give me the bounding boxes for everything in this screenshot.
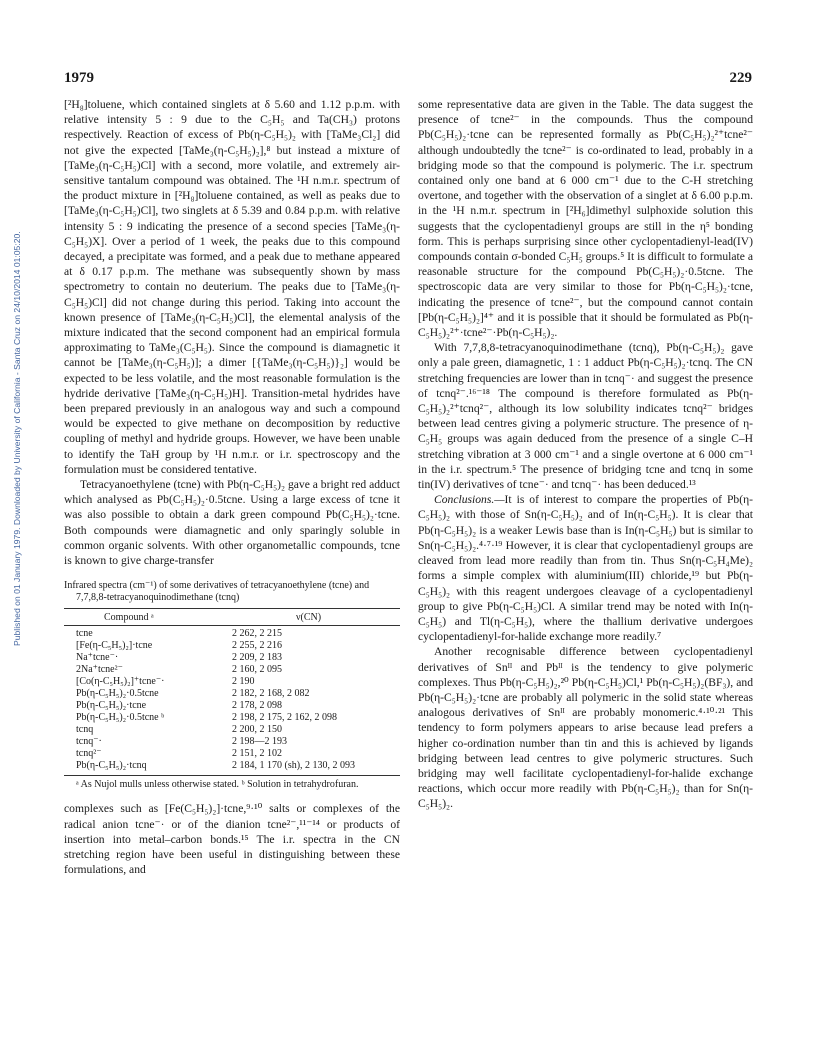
table-row — [64, 652, 400, 664]
cn-stretch-cell: 2 198, 2 175, 2 162, 2 098 — [232, 712, 337, 724]
compound-cell: tcnq²⁻ — [76, 748, 102, 760]
table-header-row — [64, 612, 400, 626]
compound-cell: Pb(η-C₅H₅)₂·tcnq — [76, 760, 147, 772]
table-row — [64, 700, 400, 712]
body-paragraph: [²H₈]toluene, which contained singlets at δ 5.60 and 1.12 p.p.m. with relative intensity 5 : 9 due to the C₅H₅ and Ta(CH₃) protons respectively. Reaction of excess of Pb(η-C₅H₅)₂ with [TaMe₃Cl₂] did not give the expected [TaMe₃(η-C₅H₅)₂],⁸ but instead a mixture of [TaMe₃(η-C₅H₅)Cl] with a second, more volatile, and extremely air-sensitive tantalum compound was obtained. The ¹H n.m.r. spectrum of the product mixture in [²H₈]toluene contained, as well as peaks due to [TaMe₃(η-C₅H₅)Cl], two singlets at δ 5.39 and 0.84 p.p.m. with relative intensity 5 : 9 indicating the presence of a second species [TaMe₃(η-C₅H₅)X]. Over a period of 1 week, the peaks due to this compound decayed, a precipitate was formed, and a peak due to methane appeared at δ 0.17 p.p.m. The methane was subsequently shown by mass spectrometry to contain no deuterium. The peaks due to [TaMe₃(η-C₅H₅)Cl] did not change during this period. Taking into account the known presence of [TaMe₃(η-C₅H₅)Cl], the elemental analysis of the mixture indicated that the second component had an empirical formula approximating to TaMe₃(C₅H₅). Since the compound is diamagnetic it cannot be [TaMe₃(η-C₅H₅)]; a dimer [{TaMe₃(η-C₅H₅)}₂] would be expected to be less volatile, and the most reasonable formulation is the hydride derivative [TaMe₃(η-C₅H₅)H]. Transition-metal hydrides have been prepared previously in an analogous way and such a compound would be expected to give methane on decomposition by reductive coupling of methyl and hydride groups. However, we have been unable to identify the TaH group by ¹H n.m.r. or i.r. spectroscopy and the formulation must be considered tentative. — [64, 98, 400, 476]
table-top-rule — [64, 608, 400, 609]
compound-cell: Pb(η-C₅H₅)₂·0.5tcne ᵇ — [76, 712, 165, 724]
conclusions-label: Conclusions.— — [434, 493, 505, 507]
body-paragraph: With 7,7,8,8-tetracyanoquinodimethane (tcnq), Pb(η-C₅H₅)₂ gave only a pale green, diamagnetic, 1 : 1 adduct Pb(η-C₅H₅)₂·tcnq. The CN stretching frequencies are lower than in tcnq⁻· and suggest the presence of tcnq²⁻.¹⁶⁻¹⁸ The compound is therefore formulated as Pb(η-C₅H₅)₂²⁺tcnq²⁻, although its low solubility indicates tcnq²⁻ bridges between lead centres giving a polymeric structure. The presence of η-C₅H₅ groups was again deduced from the presence of a single C–H stretching vibration at 3 000 cm⁻¹ and a single overtone at 6 000 cm⁻¹ in the i.r. spectrum.⁵ The presence of bridging tcne and tcnq in some tin(IV) derivatives of tcne⁻· and tcnq⁻· has been deduced.¹³ — [418, 341, 753, 492]
right-column — [418, 97, 753, 812]
compound-cell: 2Na⁺tcne²⁻ — [76, 664, 123, 676]
cn-stretch-cell: 2 209, 2 183 — [232, 652, 282, 664]
cn-stretch-cell: 2 184, 1 170 (sh), 2 130, 2 093 — [232, 760, 356, 772]
cn-stretch-cell: 2 160, 2 095 — [232, 664, 282, 676]
body-paragraph: Another recognisable difference between cyclopentadienyl derivatives of Snᴵᴵ and Pbᴵᴵ is the tendency to give polymeric complexes. Thus Pb(η-C₅H₅)₂,²⁰ Pb(η-C₅H₅)Cl,¹ Pb(η-C₅H₅)₂(BF₃), and Pb(η-C₅H₅)₂·tcne are probably all polymeric in the solid state whereas analogous derivatives of Snᴵᴵ are probably monomeric.⁴·¹⁰·²¹ This tendency to form polymers appears to arise because lead prefers a higher co-ordination number than tin and this is achieved by ligands bridging between lead centres to give polymeric structures. Such bridging may well facilitate cyclopentadienyl-for-halide exchange reactions, which occur more readily with Pb(η-C₅H₅)₂ than for Sn(η-C₅H₅)₂. — [418, 645, 753, 811]
compound-cell: Pb(η-C₅H₅)₂·0.5tcne — [76, 688, 159, 700]
page-header — [64, 70, 752, 90]
table-row — [64, 628, 400, 640]
table-row — [64, 760, 400, 772]
compound-cell: tcnq — [76, 724, 94, 736]
left-column — [64, 97, 400, 877]
cn-stretch-cell: 2 151, 2 102 — [232, 748, 282, 760]
compound-cell: [Co(η-C₅H₅)₂]⁺tcne⁻· — [76, 676, 165, 688]
cn-stretch-cell: 2 262, 2 215 — [232, 628, 282, 640]
cn-stretch-cell: 2 198—2 193 — [232, 736, 287, 748]
table-row — [64, 664, 400, 676]
table-caption: Infrared spectra (cm⁻¹) of some derivatives of tetracyanoethylene (tcne) and 7,7,8,8-tetracyanoquinodimethane (tcnq) — [64, 580, 370, 604]
table-bottom-rule — [64, 775, 400, 776]
cn-stretch-cell: 2 178, 2 098 — [232, 700, 282, 712]
table-row — [64, 736, 400, 748]
body-paragraph: some representative data are given in the Table. The data suggest the presence of tcne²⁻ in the compounds. Thus the compound Pb(C₅H₅)₂·tcne can be represented formally as Pb(C₅H₅)₂²⁺tcne²⁻ although undoubtedly the tcne²⁻ is co-ordinated to lead, probably in a bridging mode so that the compound is polymeric. The i.r. spectrum contained only one band at 6 000 cm⁻¹ due to the C-H stretching overtone, and together with the observation of a singlet at δ 6.00 p.p.m. in the ¹H n.m.r. spectrum in [²H₆]dimethyl sulphoxide solution this suggests that the cyclopentadienyl groups are still in the η⁵ bonding form. This is perhaps surprising since other cyclopentadienyl-lead(IV) compounds contain σ-bonded C₅H₅ groups.⁵ It is difficult to formulate a reasonable structure for the compound Pb(C₅H₅)₂·0.5tcne. The spectroscopic data are very similar to those for Pb(η-C₅H₅)₂·tcne, indicating the presence of tcne²⁻, but the compound cannot contain [Pb(η-C₅H₅)₂]⁴⁺ and it is possible that it should be formulated as Pb(η-C₅H₅)₂²⁺·tcne²⁻·Pb(η-C₅H₅)₂. — [418, 98, 753, 340]
body-paragraph: complexes such as [Fe(C₅H₅)₂]·tcne,⁹·¹⁰ salts or complexes of the radical anion tcne⁻· or of the dianion tcne²⁻,¹¹⁻¹⁴ or products of insertion into metal–carbon bonds.¹⁵ The i.r. spectra in the CN stretching region have been useful in distinguishing between these formulations, and — [64, 802, 400, 877]
journal-year: 1979 — [64, 70, 94, 86]
table-row — [64, 748, 400, 760]
column-header-cn-stretch: ν(CN) — [296, 612, 322, 624]
download-watermark — [12, 82, 24, 646]
compound-cell: tcne — [76, 628, 93, 640]
cn-stretch-cell: 2 255, 2 216 — [232, 640, 282, 652]
ir-spectra-table — [64, 580, 400, 791]
table-body — [64, 628, 400, 772]
table-row — [64, 724, 400, 736]
cn-stretch-cell: 2 190 — [232, 676, 255, 688]
cn-stretch-cell: 2 200, 2 150 — [232, 724, 282, 736]
table-footnote: ᵃ As Nujol mulls unless otherwise stated. ᵇ Solution in tetrahydrofuran. — [76, 779, 359, 791]
cn-stretch-cell: 2 182, 2 168, 2 082 — [232, 688, 310, 700]
compound-cell: Na⁺tcne⁻· — [76, 652, 119, 664]
compound-cell: tcnq⁻· — [76, 736, 102, 748]
compound-cell: [Fe(η-C₅H₅)₂]·tcne — [76, 640, 153, 652]
table-row — [64, 676, 400, 688]
page-number: 229 — [729, 70, 752, 86]
table-row — [64, 712, 400, 724]
body-paragraph: Tetracyanoethylene (tcne) with Pb(η-C₅H₅)₂ gave a bright red adduct which analysed as Pb(C₅H₅)₂·0.5tcne. Using a large excess of tcne it was also possible to obtain a dark green compound Pb(C₅H₅)₂·tcne. Both compounds were diamagnetic and only sparingly soluble in common organic solvents. With other organometallic compounds, tcne is known to give charge-transfer — [64, 478, 400, 568]
column-header-compound: Compound ᵃ — [104, 612, 154, 624]
conclusions-paragraph — [418, 492, 753, 644]
table-row — [64, 688, 400, 700]
table-row — [64, 640, 400, 652]
compound-cell: Pb(η-C₅H₅)₂·tcne — [76, 700, 147, 712]
conclusions-text: It is of interest to compare the properties of Pb(η-C₅H₅)₂ with those of Sn(η-C₅H₅)₂ and of In(η-C₅H₅). It is clear that Pb(η-C₅H₅)₂ is a weaker Lewis base than is In(η-C₅H₅) but is similar to Sn(η-C₅H₅)₂.⁴·⁷·¹⁹ However, it is clear that cyclopentadienyl groups are cleaved from lead more readily than from tin. Thus Sn(η-C₅H₄Me)₂ forms a simple complex with aluminium(III) chloride,¹⁹ but Pb(η-C₅H₅)₂ with this reagent undergoes cleavage of a cyclopentadienyl group to give Pb(η-C₅H₅)Cl. A similar trend may be noted with In(η-C₅H₅) and Tl(η-C₅H₅), where the thallium derivative undergoes cyclopentadienyl-for-halide exchange more readily.⁷ — [418, 493, 753, 644]
download-notice: Published on 01 January 1979. Downloaded by University of California - Santa Cruz on 24/10/2014 01:05:20. — [12, 231, 22, 646]
